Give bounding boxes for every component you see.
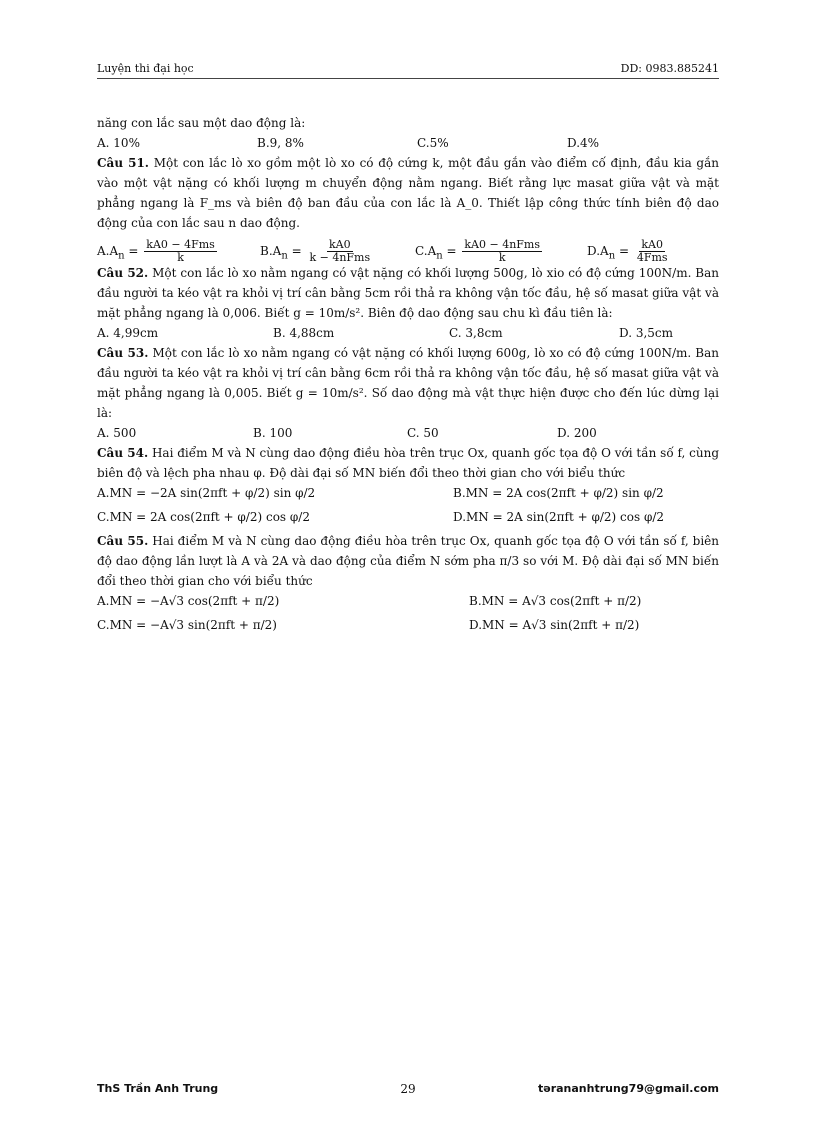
q50-opt-c: C.5% [417, 136, 449, 150]
q52-text: Câu 52. Một con lắc lò xo nằm ngang có vật nặng có khối lượng 500g, lò xio có độ cứng 100N/m. Ban đầu người ta kéo vật ra khỏi vị trí cân bằng 5cm rồi thả ra không vận tốc đầu, hệ số masat giữa vật và mặt phẳng ngang là 0,006. Biết g = 10m/s². Biên độ dao động sau chu kì đầu tiên là: [97, 266, 719, 320]
q53-opt-a: A. 500 [97, 426, 137, 440]
q52-options [97, 323, 719, 343]
q54-opt-a: A.MN = −2A sin(2πft + φ/2) sin φ/2 [97, 486, 316, 500]
q52-opt-b: B. 4,88cm [273, 326, 335, 340]
footer-author: ThS Trần Anh Trung [97, 1082, 219, 1095]
q53-opt-b: B. 100 [253, 426, 293, 440]
q54-text: Câu 54. Hai điểm M và N cùng dao động điều hòa trên trục Ox, quanh gốc tọa độ O với tần số f, cùng biên độ và lệch pha nhau φ. Độ dài đại số MN biến đổi theo thời gian cho với biểu thức [97, 446, 719, 480]
page-header [97, 62, 719, 79]
q52-opt-d: D. 3,5cm [619, 326, 674, 340]
q55-opt-c: C.MN = −A√3 sin(2πft + π/2) [97, 618, 277, 632]
q50-opt-b: B.9, 8% [257, 136, 304, 150]
q55-row1 [97, 591, 719, 615]
q51-opt-d: $D.A_n$ = kA0 4Fms [587, 238, 668, 264]
q52-opt-a: A. 4,99cm [97, 326, 159, 340]
q51-options [97, 233, 719, 263]
header-right: DD: 0983.885241 [620, 62, 719, 75]
q50-options [97, 133, 719, 153]
intro-line: năng con lắc sau một dao động là: [97, 116, 306, 130]
q54-opt-b: B.MN = 2A cos(2πft + φ/2) sin φ/2 [453, 486, 664, 500]
q53-opt-c: C. 50 [407, 426, 439, 440]
q51-opt-b: $B.A_n$ = kA0 k − 4nFms [260, 238, 371, 264]
q53-options [97, 423, 719, 443]
q55-row2 [97, 615, 719, 639]
q54-opt-c: C.MN = 2A cos(2πft + φ/2) cos φ/2 [97, 510, 310, 524]
page-footer [97, 1082, 719, 1095]
q55-opt-b: B.MN = A√3 cos(2πft + π/2) [469, 594, 642, 608]
q54-row2 [97, 507, 719, 531]
q51-opt-a: $A.A_n$ = kA0 − 4Fms k [97, 238, 215, 264]
q50-opt-a: A. 10% [97, 136, 140, 150]
header-left: Luyện thi đại học [97, 62, 194, 75]
q55-opt-a: A.MN = −A√3 cos(2πft + π/2) [97, 594, 280, 608]
q52-opt-c: C. 3,8cm [449, 326, 503, 340]
q53-text: Câu 53. Một con lắc lò xo nằm ngang có vật nặng có khối lượng 600g, lò xo có độ cứng 100N/m. Ban đầu người ta kéo vật ra khỏi vị trí cân bằng 6cm rồi thả ra không vận tốc đầu, hệ số masat giữa vật và mặt phẳng ngang là 0,005. Biết g = 10m/s². Số dao động mà vật thực hiện được cho đến lúc dừng lại là: [97, 346, 719, 420]
q54-row1 [97, 483, 719, 507]
q55-text: Câu 55. Hai điểm M và N cùng dao động điều hòa trên trục Ox, quanh gốc tọa độ O với tần số f, biên độ dao động lần lượt là A và 2A và dao động của điểm N sớm pha π/3 so với M. Độ dài đại số MN biến đổi theo thời gian cho với biểu thức [97, 534, 719, 588]
footer-email: tərananhtrung79@gmail.com [537, 1082, 719, 1095]
q54-opt-d: D.MN = 2A sin(2πft + φ/2) cos φ/2 [453, 510, 665, 524]
q51-text: Câu 51. Một con lắc lò xo gồm một lò xo có độ cứng k, một đầu gắn vào điểm cố định, đầu kia gắn vào một vật nặng có khối lượng m chuyển động nằm ngang. Biết rằng lực masat giữa vật và mặt phẳng ngang là F_ms và biên độ ban đầu của con lắc là A_0. Thiết lập công thức tính biên độ dao động của con lắc sau n dao động. [97, 156, 719, 230]
q50-opt-d: D.4% [567, 136, 600, 150]
q51-opt-c: $C.A_n$ = kA0 − 4nFms k [415, 238, 540, 264]
page-number: 29 [400, 1082, 416, 1096]
q53-opt-d: D. 200 [557, 426, 597, 440]
q55-opt-d: D.MN = A√3 sin(2πft + π/2) [469, 618, 640, 632]
page-content [97, 113, 719, 639]
